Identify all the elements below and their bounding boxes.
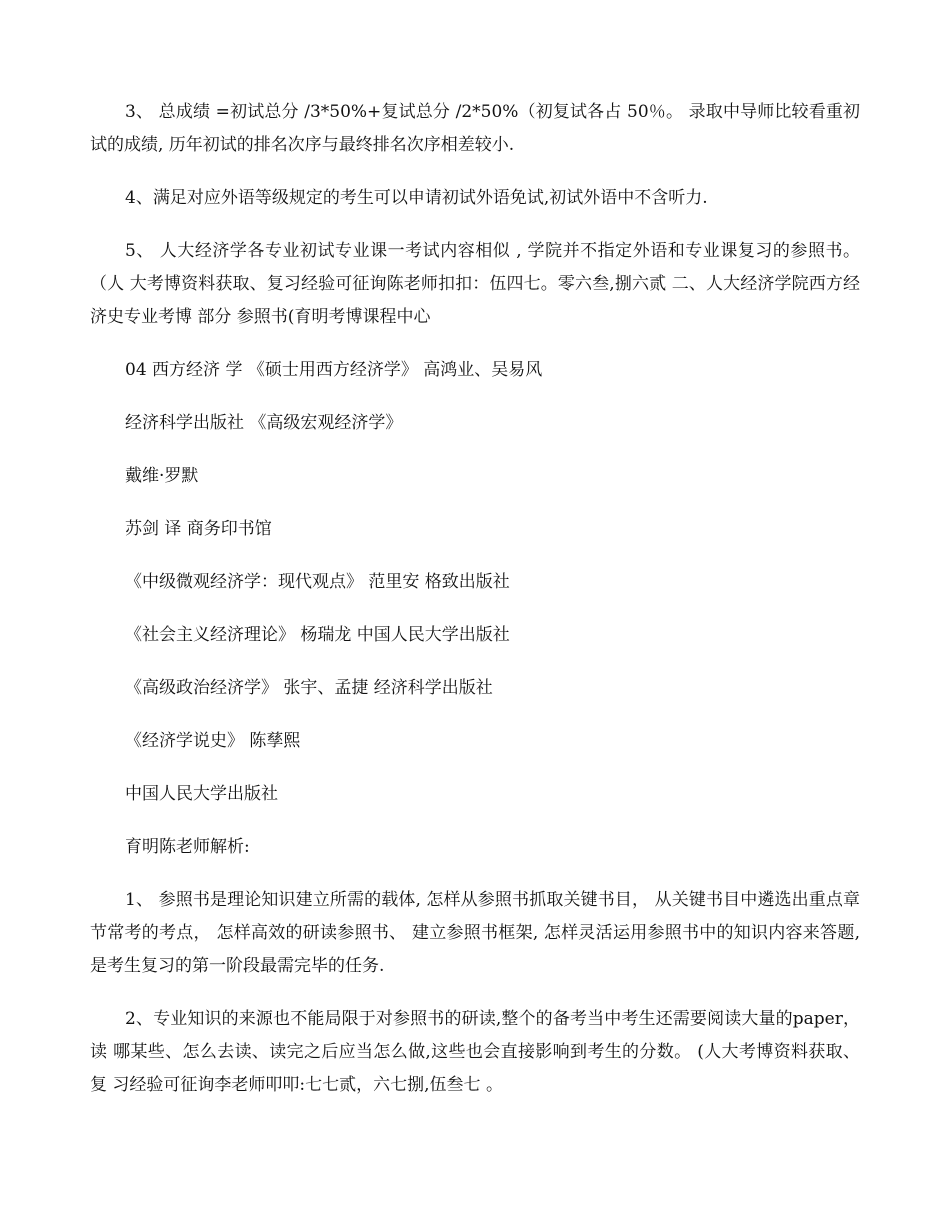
paragraph-reference-books: 5、 人大经济学各专业初试专业课一考试内容相似 , 学院并不指定外语和专业课复习的参照书。 （人 大考博资料获取、复习经验可征询陈老师扣扣：伍四七。零六叁,捌六贰 二、人大经济学院西方经济史专业考博 部分 参照书(育明考博课程中心: [90, 241, 860, 327]
document-body: [90, 96, 860, 1122]
book-line-micro: 《中级微观经济学：现代观点》 范里安 格致出版社: [125, 572, 510, 592]
paragraph-score-formula: 3、 总成绩 =初试总分 /3*50%+复试总分 /2*50%（初复试各占 50％。 录取中导师比较看重初试的成绩, 历年初试的排名次序与最终排名次序相差较小.: [90, 102, 860, 155]
analysis-paragraph-1: 1、 参照书是理论知识建立所需的载体, 怎样从参照书抓取关键书目， 从关键书目中遴选出重点章 节常考的考点， 怎样高效的研读参照书、 建立参照书框架, 怎样灵活运用参照书中的知识内容来答题, 是考生复习的第一阶段最需完毕的任务.: [90, 890, 860, 976]
book-line-publisher-macro: 经济科学出版社 《高级宏观经济学》: [125, 413, 403, 433]
book-line-author-romer: 戴维·罗默: [125, 466, 199, 486]
book-line-translator: 苏剑 译 商务印书馆: [125, 519, 272, 539]
book-line-socialist-theory: 《社会主义经济理论》 杨瑞龙 中国人民大学出版社: [125, 625, 510, 645]
book-line-history-of-economics: 《经济学说史》 陈孳熙: [125, 731, 301, 751]
book-line-publisher-renmin: 中国人民大学出版社: [125, 784, 278, 804]
analysis-heading: 育明陈老师解析:: [125, 837, 250, 857]
book-line-western-economics: 04 西方经济 学 《硕士用西方经济学》 高鸿业、吴易风: [125, 360, 543, 380]
analysis-paragraph-2: 2、专业知识的来源也不能局限于对参照书的研读,整个的备考当中考生还需要阅读大量的paper，读 哪某些、怎么去读、读完之后应当怎么做,这些也会直接影响到考生的分数。 (人大考博资料获取、复 习经验可征询李老师叩叩:七七贰，六七捌,伍叁七 。: [90, 1009, 860, 1095]
paragraph-foreign-language-exemption: 4、满足对应外语等级规定的考生可以申请初试外语免试,初试外语中不含听力.: [125, 188, 708, 208]
book-line-political-economy: 《高级政治经济学》 张宇、孟捷 经济科学出版社: [125, 678, 493, 698]
